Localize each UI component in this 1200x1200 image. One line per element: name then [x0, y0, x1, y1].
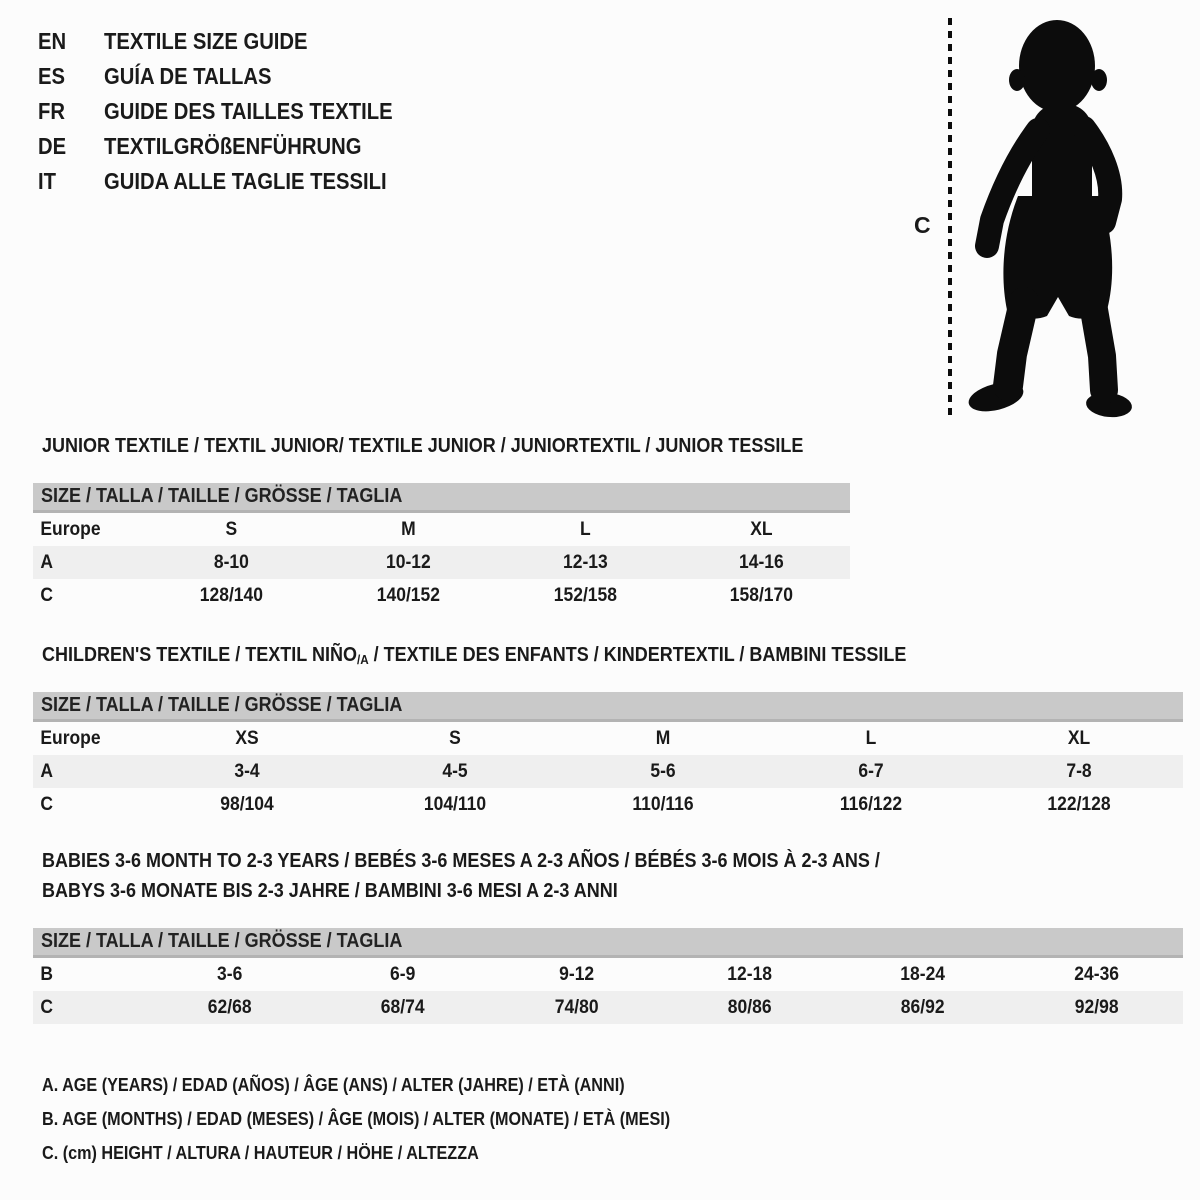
language-row-it: [38, 164, 432, 199]
babies-size-table: [33, 928, 1183, 1024]
table-cell: 12-13: [562, 552, 608, 573]
children-title-subscript: /A: [356, 652, 369, 667]
babies-height-row: [33, 991, 1183, 1024]
language-code-fr: FR: [38, 98, 65, 124]
table-cell: 128/140: [199, 585, 263, 606]
legend-line-b: B. AGE (MONTHS) / EDAD (MESES) / ÂGE (MOIS) / ALTER (MONATE) / ETÀ (MESI): [42, 1109, 671, 1129]
size-column-header: XS: [235, 728, 259, 749]
size-column-header: M: [400, 519, 416, 540]
children-section-title: [42, 643, 906, 672]
height-measure-label: C: [914, 212, 931, 238]
table-cell: 4-5: [442, 761, 468, 782]
table-cell: 62/68: [207, 997, 252, 1018]
table-cell: 6-9: [390, 964, 416, 985]
table-cell: 80/86: [727, 997, 772, 1018]
row-label: B: [40, 964, 53, 985]
row-label: C: [40, 794, 53, 815]
babies-section-title-line2: BABYS 3-6 MONATE BIS 2-3 JAHRE / BAMBINI 3-6 MESI A 2-3 ANNI: [42, 880, 618, 902]
table-cell: 3-4: [234, 761, 260, 782]
children-title-part1: CHILDREN'S TEXTILE / TEXTIL NIÑO: [42, 644, 357, 666]
table-cell: 140/152: [376, 585, 440, 606]
children-age-row: [33, 755, 1183, 788]
guide-title-fr: GUIDE DES TAILLES TEXTILE: [104, 98, 393, 124]
table-cell: 122/128: [1047, 794, 1111, 815]
children-column-header-row: [33, 722, 1183, 755]
guide-title-es: GUÍA DE TALLAS: [104, 63, 272, 89]
table-cell: 12-18: [727, 964, 773, 985]
children-title-part2: / TEXTILE DES ENFANTS / KINDERTEXTIL / BAMBINI TESSILE: [368, 644, 907, 666]
row-label: A: [40, 761, 53, 782]
children-size-table: [33, 692, 1183, 821]
table-cell: 5-6: [650, 761, 676, 782]
language-row-de: [38, 129, 432, 164]
table-cell: 3-6: [217, 964, 243, 985]
size-column-header: M: [655, 728, 671, 749]
junior-age-row: [33, 546, 850, 579]
language-code-es: ES: [38, 63, 66, 89]
table-cell: 9-12: [558, 964, 594, 985]
junior-height-row: [33, 579, 850, 612]
row-label: C: [40, 997, 53, 1018]
table-cell: 104/110: [423, 794, 487, 815]
table-cell: 116/122: [839, 794, 903, 815]
table-cell: 68/74: [381, 997, 425, 1018]
size-column-header: S: [225, 519, 238, 540]
table-cell: 24-36: [1073, 964, 1119, 985]
size-column-header: XL: [1067, 728, 1091, 749]
measurement-legend: [42, 1068, 740, 1170]
row-label: A: [40, 552, 53, 573]
size-column-header: L: [865, 728, 877, 749]
children-height-row: [33, 788, 1183, 821]
table-cell: 8-10: [213, 552, 249, 573]
language-code-en: EN: [38, 28, 67, 54]
language-row-es: [38, 59, 432, 94]
table-cell: 10-12: [385, 552, 431, 573]
babies-section-title-line1: BABIES 3-6 MONTH TO 2-3 YEARS / BEBÉS 3-6 MESES A 2-3 AÑOS / BÉBÉS 3-6 MOIS À 2-3 ANS /: [42, 850, 880, 872]
toddler-silhouette-image: [960, 14, 1140, 424]
legend-line-a: A. AGE (YEARS) / EDAD (AÑOS) / ÂGE (ANS) / ALTER (JAHRE) / ETÀ (ANNI): [42, 1075, 625, 1095]
junior-column-header-row: [33, 513, 850, 546]
language-code-de: DE: [38, 133, 67, 159]
size-header-label: SIZE / TALLA / TAILLE / GRÖSSE / TAGLIA: [41, 485, 403, 507]
table-cell: 158/170: [730, 585, 794, 606]
table-cell: 152/158: [553, 585, 617, 606]
height-measure-dashed-line: [948, 18, 952, 416]
junior-size-table: [33, 483, 850, 612]
size-column-header: L: [579, 519, 591, 540]
language-title-block: [38, 24, 432, 199]
region-header-cell: Europe: [40, 519, 101, 540]
table-cell: 110/116: [632, 794, 694, 815]
table-cell: 92/98: [1074, 997, 1119, 1018]
babies-age-row: [33, 958, 1183, 991]
size-column-header: XL: [750, 519, 773, 540]
region-header-cell: Europe: [40, 728, 101, 749]
language-code-it: IT: [38, 168, 56, 194]
size-header-label: SIZE / TALLA / TAILLE / GRÖSSE / TAGLIA: [41, 930, 403, 952]
junior-section-title: JUNIOR TEXTILE / TEXTIL JUNIOR/ TEXTILE JUNIOR / JUNIORTEXTIL / JUNIOR TESSILE: [42, 435, 804, 457]
guide-title-it: GUIDA ALLE TAGLIE TESSILI: [104, 168, 387, 194]
junior-size-header-bar: [33, 483, 850, 513]
table-cell: 86/92: [901, 997, 945, 1018]
guide-title-de: TEXTILGRÖßENFÜHRUNG: [104, 133, 362, 159]
row-label: C: [40, 585, 53, 606]
babies-size-header-bar: [33, 928, 1183, 958]
size-header-label: SIZE / TALLA / TAILLE / GRÖSSE / TAGLIA: [41, 694, 403, 716]
legend-line-c: C. (cm) HEIGHT / ALTURA / HAUTEUR / HÖHE / ALTEZZA: [42, 1143, 479, 1163]
language-row-en: [38, 24, 432, 59]
size-column-header: S: [449, 728, 461, 749]
table-cell: 6-7: [858, 761, 884, 782]
language-row-fr: [38, 94, 432, 129]
children-size-header-bar: [33, 692, 1183, 722]
guide-title-en: TEXTILE SIZE GUIDE: [104, 28, 308, 54]
table-cell: 18-24: [900, 964, 946, 985]
table-cell: 74/80: [554, 997, 599, 1018]
table-cell: 98/104: [220, 794, 274, 815]
table-cell: 7-8: [1066, 761, 1092, 782]
table-cell: 14-16: [739, 552, 784, 573]
